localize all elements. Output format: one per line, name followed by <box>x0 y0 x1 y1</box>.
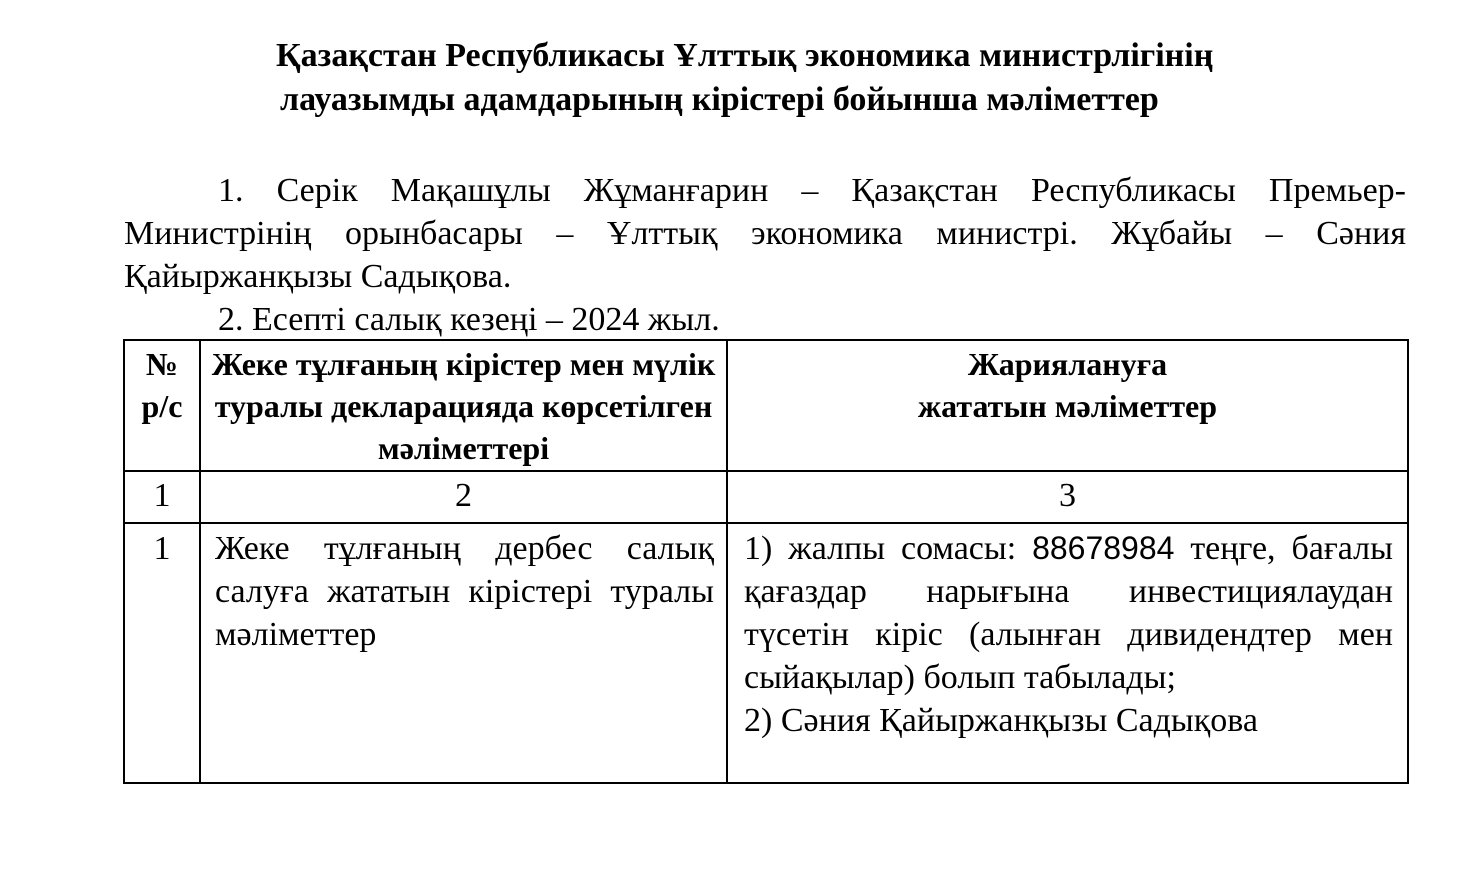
table-header-row <box>124 340 1408 471</box>
income-declaration-table <box>123 339 1409 784</box>
title-line-2: лауазымды адамдарының кірістері бойынша мәліметтер <box>280 81 1159 118</box>
header-published-info <box>727 340 1408 471</box>
paragraph-official-info: 1. Серік Мақашұлы Жұманғарин – Қазақстан Республикасы Премьер-Министрінің орынбасары – Ұлттық экономика министрі. Жұбайы – Сәния Қайыржанқызы Садықова. <box>124 172 1406 295</box>
header-row-number <box>124 340 200 471</box>
column-number-3: 3 <box>727 471 1408 523</box>
column-number-2: 2 <box>200 471 727 523</box>
title-line-1: Қазақстан Республикасы Ұлттық экономика министрлігінің <box>276 37 1214 74</box>
column-number-1: 1 <box>124 471 200 523</box>
header-published-line-2: жататын мәліметтер <box>917 388 1218 424</box>
paragraph-tax-period: 2. Есепті салық кезеңі – 2024 жыл. <box>218 301 720 338</box>
income-amount: 88678984 <box>1032 530 1175 566</box>
details-item-2: 2) Сәния Қайыржанқызы Садықова <box>744 702 1258 739</box>
row-details <box>727 523 1408 783</box>
header-declaration-info: Жеке тұлғаның кірістер мен мүлік туралы декларацияда көрсетілген мәліметтері <box>200 340 727 471</box>
details-suffix: теңге, бағалы қағаздар нарығына инвестициялаудан түсетін кіріс (алынған дивидендтер мен сыйақылар) болып табылады; <box>744 530 1393 696</box>
table-row <box>124 523 1408 783</box>
table-numbering-row <box>124 471 1408 523</box>
details-item-1 <box>744 527 1393 699</box>
header-number-abbr: р/с <box>141 388 183 424</box>
document-title <box>276 34 1376 122</box>
header-number-sign: № <box>145 346 179 382</box>
header-published-line-1: Жариялануға <box>967 346 1168 382</box>
row-label: Жеке тұлғаның дербес салық салуға жататын кірістері туралы мәліметтер <box>200 523 727 783</box>
row-number: 1 <box>124 523 200 783</box>
details-prefix: 1) жалпы сомасы: <box>744 530 1033 567</box>
